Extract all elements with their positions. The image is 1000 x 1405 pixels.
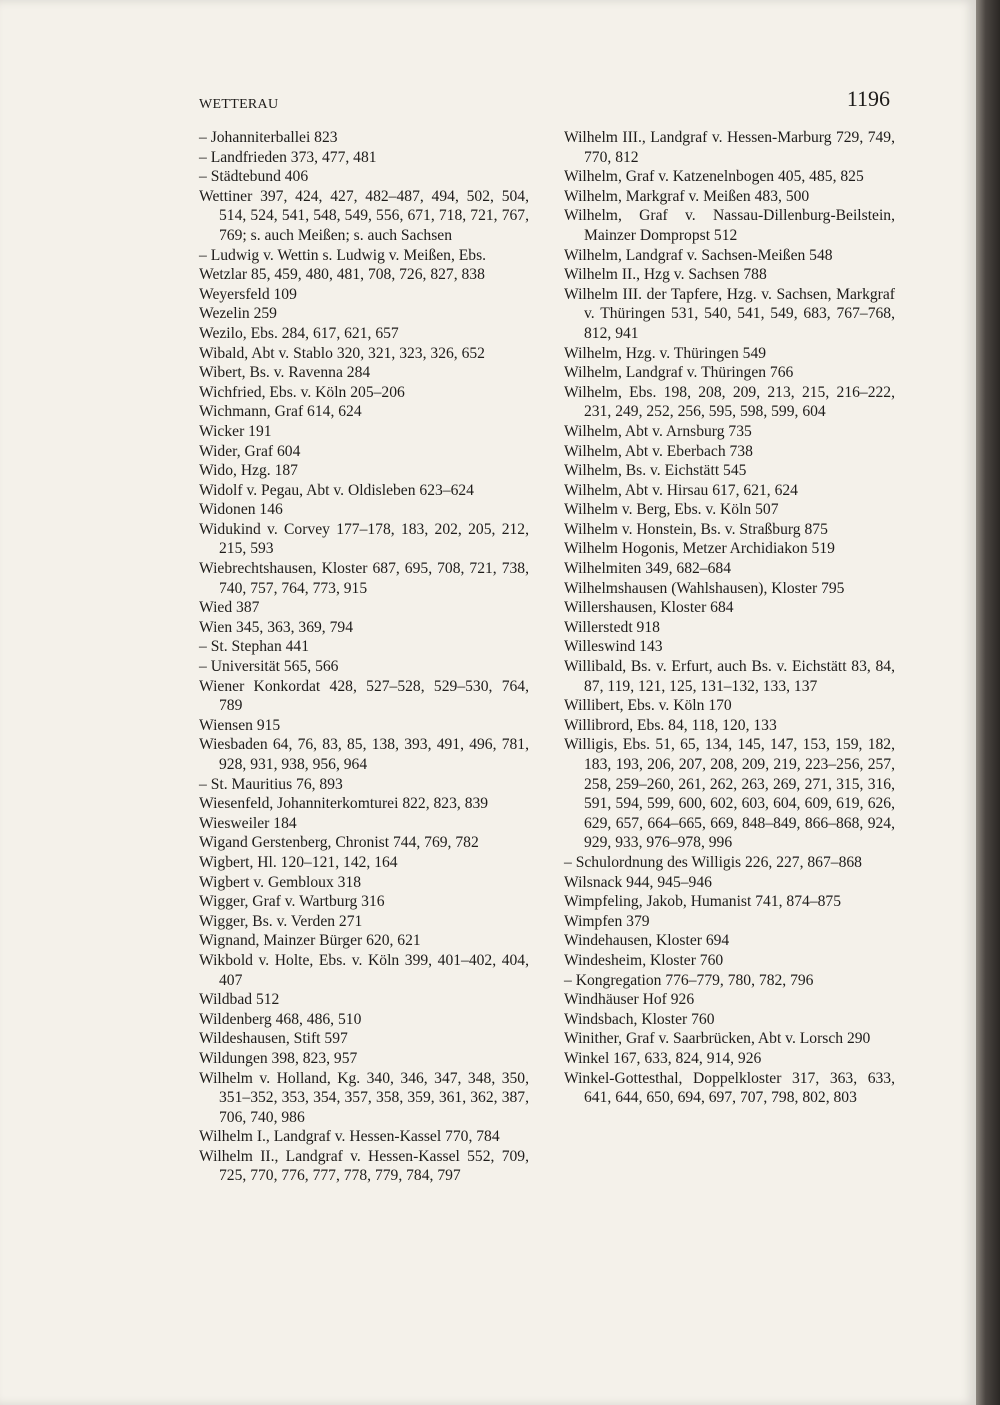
index-entry: Wetzlar 85, 459, 480, 481, 708, 726, 827, 838 — [199, 266, 485, 284]
running-header-section: WETTERAU — [199, 97, 279, 112]
index-entry: Wilhelm, Abt v. Eberbach 738 — [564, 442, 753, 460]
index-entry: Willerstedt 918 — [564, 618, 660, 636]
index-entry: Wilhelm, Graf v. Nassau-Dillenburg-Beilstein, Mainzer Dompropst 512 — [564, 207, 895, 244]
index-entry: Wider, Graf 604 — [199, 442, 301, 460]
index-entry: Wilhelm, Abt v. Hirsau 617, 621, 624 — [564, 481, 798, 499]
index-entry: – Landfrieden 373, 477, 481 — [199, 148, 377, 166]
index-entry: Wilhelm, Markgraf v. Meißen 483, 500 — [564, 187, 810, 205]
index-entry: Widonen 146 — [199, 501, 283, 519]
index-entry: Wichfried, Ebs. v. Köln 205–206 — [199, 383, 405, 401]
index-entry: Wilhelm v. Berg, Ebs. v. Köln 507 — [564, 501, 779, 519]
index-entry: Widukind v. Corvey 177–178, 183, 202, 205, 212, 215, 593 — [199, 520, 529, 558]
index-entry: Winkel 167, 633, 824, 914, 926 — [564, 1049, 762, 1067]
index-entry: Wibert, Bs. v. Ravenna 284 — [199, 364, 371, 382]
index-entry: Wettiner 397, 424, 427, 482–487, 494, 502, 504, 514, 524, 541, 548, 549, 556, 671, 718, 721, 767, 769; s. auch Meißen; s. auch Sachsen — [199, 187, 529, 244]
index-entry: Wignand, Mainzer Bürger 620, 621 — [199, 932, 421, 950]
index-entry: Wikbold v. Holte, Ebs. v. Köln 399, 401–402, 404, 407 — [199, 951, 529, 989]
index-entry: Wilhelmiten 349, 682–684 — [564, 560, 731, 578]
index-entry: Wiensen 915 — [199, 716, 281, 734]
index-entry: Wezilo, Ebs. 284, 617, 621, 657 — [199, 324, 399, 342]
index-entry: Wilhelm III. der Tapfere, Hzg. v. Sachsen, Markgraf v. Thüringen 531, 540, 541, 549, 683, 767–768, 812, 941 — [564, 285, 895, 342]
index-entry: – Schulordnung des Willigis 226, 227, 867–868 — [564, 853, 862, 871]
index-entry: Wilhelm, Bs. v. Eichstätt 545 — [564, 462, 747, 480]
index-entry: Wigger, Bs. v. Verden 271 — [199, 912, 363, 930]
index-entry: – Städtebund 406 — [199, 168, 309, 186]
index-entry: Wezelin 259 — [199, 305, 277, 323]
index-entry: Wien 345, 363, 369, 794 — [199, 618, 353, 636]
index-entry: Wichmann, Graf 614, 624 — [199, 403, 362, 421]
index-entry: Windesheim, Kloster 760 — [564, 951, 724, 969]
index-entry: Wilhelm, Ebs. 198, 208, 209, 213, 215, 216–222, 231, 249, 252, 256, 595, 598, 599, 604 — [564, 383, 895, 421]
index-entry: Windehausen, Kloster 694 — [564, 932, 730, 950]
index-entry: Wimpfeling, Jakob, Humanist 741, 874–875 — [564, 893, 842, 911]
index-entry: Wilhelm, Hzg. v. Thüringen 549 — [564, 344, 767, 362]
index-entry: Wiebrechtshausen, Kloster 687, 695, 708, 721, 738, 740, 757, 764, 773, 915 — [199, 560, 529, 597]
index-entry: Winkel-Gottesthal, Doppelkloster 317, 363, 633, 641, 644, 650, 694, 697, 707, 798, 802, 803 — [564, 1069, 895, 1107]
index-entry: Widolf v. Pegau, Abt v. Oldisleben 623–624 — [199, 481, 474, 499]
index-entry: Wimpfen 379 — [564, 912, 650, 930]
index-entry: Wigand Gerstenberg, Chronist 744, 769, 782 — [199, 834, 479, 852]
index-entry: Willeswind 143 — [564, 638, 663, 656]
index-entry: – St. Mauritius 76, 893 — [199, 775, 343, 793]
index-entry: Willibrord, Ebs. 84, 118, 120, 133 — [564, 716, 777, 734]
index-entry: Willigis, Ebs. 51, 65, 134, 145, 147, 153, 159, 182, 183, 193, 206, 207, 208, 209, 219, 223–256, 257, 258, 259–260, 261, 262, 263, 269, 271, 315, 316, 591, 594, 599, 600, 602, 603, 604, 609, 619, 626, 629, 657, 664–665, 669, 848–849, 866–868, 924, 929, 933, 976–978, 996 — [564, 736, 895, 852]
index-entry: Wido, Hzg. 187 — [199, 462, 298, 480]
index-entry: Windsbach, Kloster 760 — [564, 1010, 715, 1028]
index-entry: Winither, Graf v. Saarbrücken, Abt v. Lorsch 290 — [564, 1030, 871, 1048]
index-entry: – Ludwig v. Wettin s. Ludwig v. Meißen, Ebs. — [199, 246, 487, 264]
index-entry: Wilhelm II., Hzg v. Sachsen 788 — [564, 266, 767, 284]
index-entry: Wiener Konkordat 428, 527–528, 529–530, 764, 789 — [199, 677, 529, 715]
index-entry: Wibald, Abt v. Stablo 320, 321, 323, 326, 652 — [199, 344, 485, 362]
book-spine-edge — [976, 0, 1000, 1405]
index-entry: Wildeshausen, Stift 597 — [199, 1030, 348, 1048]
index-entry: Wigbert, Hl. 120–121, 142, 164 — [199, 853, 398, 871]
index-entry: Wilhelm v. Honstein, Bs. v. Straßburg 875 — [564, 520, 828, 538]
index-entry: – Kongregation 776–779, 780, 782, 796 — [564, 971, 814, 989]
index-entry: – Universität 565, 566 — [199, 658, 339, 676]
index-entry: Wicker 191 — [199, 422, 272, 440]
index-entry: Wigbert v. Gembloux 318 — [199, 873, 362, 891]
index-entry: Wildenberg 468, 486, 510 — [199, 1010, 362, 1028]
index-entry: Wilhelm, Landgraf v. Thüringen 766 — [564, 364, 794, 382]
index-entry: Wilhelm, Landgraf v. Sachsen-Meißen 548 — [564, 246, 833, 264]
index-entry: – St. Stephan 441 — [199, 638, 310, 656]
index-entry: Willibert, Ebs. v. Köln 170 — [564, 697, 732, 715]
index-column-left — [199, 128, 529, 1186]
index-entry: Wilsnack 944, 945–946 — [564, 873, 712, 891]
index-column-right — [564, 128, 895, 1108]
index-entry: Weyersfeld 109 — [199, 285, 297, 303]
index-entry: Wilhelm Hogonis, Metzer Archidiakon 519 — [564, 540, 835, 558]
index-entry: Windhäuser Hof 926 — [564, 991, 695, 1009]
index-entry: Wilhelmshausen (Wahlshausen), Kloster 795 — [564, 579, 845, 597]
index-entry: Wilhelm III., Landgraf v. Hessen-Marburg 729, 749, 770, 812 — [564, 129, 895, 166]
index-entry: Wildbad 512 — [199, 991, 280, 1009]
index-entry: – Johanniterballei 823 — [199, 129, 338, 146]
index-entry: Wildungen 398, 823, 957 — [199, 1049, 358, 1067]
index-entry: Wiesenfeld, Johanniterkomturei 822, 823, 839 — [199, 795, 489, 813]
index-entry: Wilhelm v. Holland, Kg. 340, 346, 347, 348, 350, 351–352, 353, 354, 357, 358, 359, 361, 362, 387, 706, 740, 986 — [199, 1069, 529, 1126]
index-entry: Willershausen, Kloster 684 — [564, 599, 734, 617]
page-number: 1196 — [846, 86, 890, 111]
index-entry: Wilhelm, Graf v. Katzenelnbogen 405, 485, 825 — [564, 168, 864, 186]
index-entry: Wilhelm I., Landgraf v. Hessen-Kassel 770, 784 — [199, 1128, 500, 1146]
index-entry: Wiesweiler 184 — [199, 814, 297, 832]
index-entry: Wilhelm II., Landgraf v. Hessen-Kassel 552, 709, 725, 770, 776, 777, 778, 779, 784, 797 — [199, 1147, 529, 1185]
index-entry: Willibald, Bs. v. Erfurt, auch Bs. v. Eichstätt 83, 84, 87, 119, 121, 125, 131–132, 133, 137 — [564, 658, 895, 695]
index-entry: Wied 387 — [199, 599, 260, 617]
index-entry: Wilhelm, Abt v. Arnsburg 735 — [564, 422, 752, 440]
index-entry: Wigger, Graf v. Wartburg 316 — [199, 893, 385, 911]
index-entry: Wiesbaden 64, 76, 83, 85, 138, 393, 491, 496, 781, 928, 931, 938, 956, 964 — [199, 736, 529, 773]
